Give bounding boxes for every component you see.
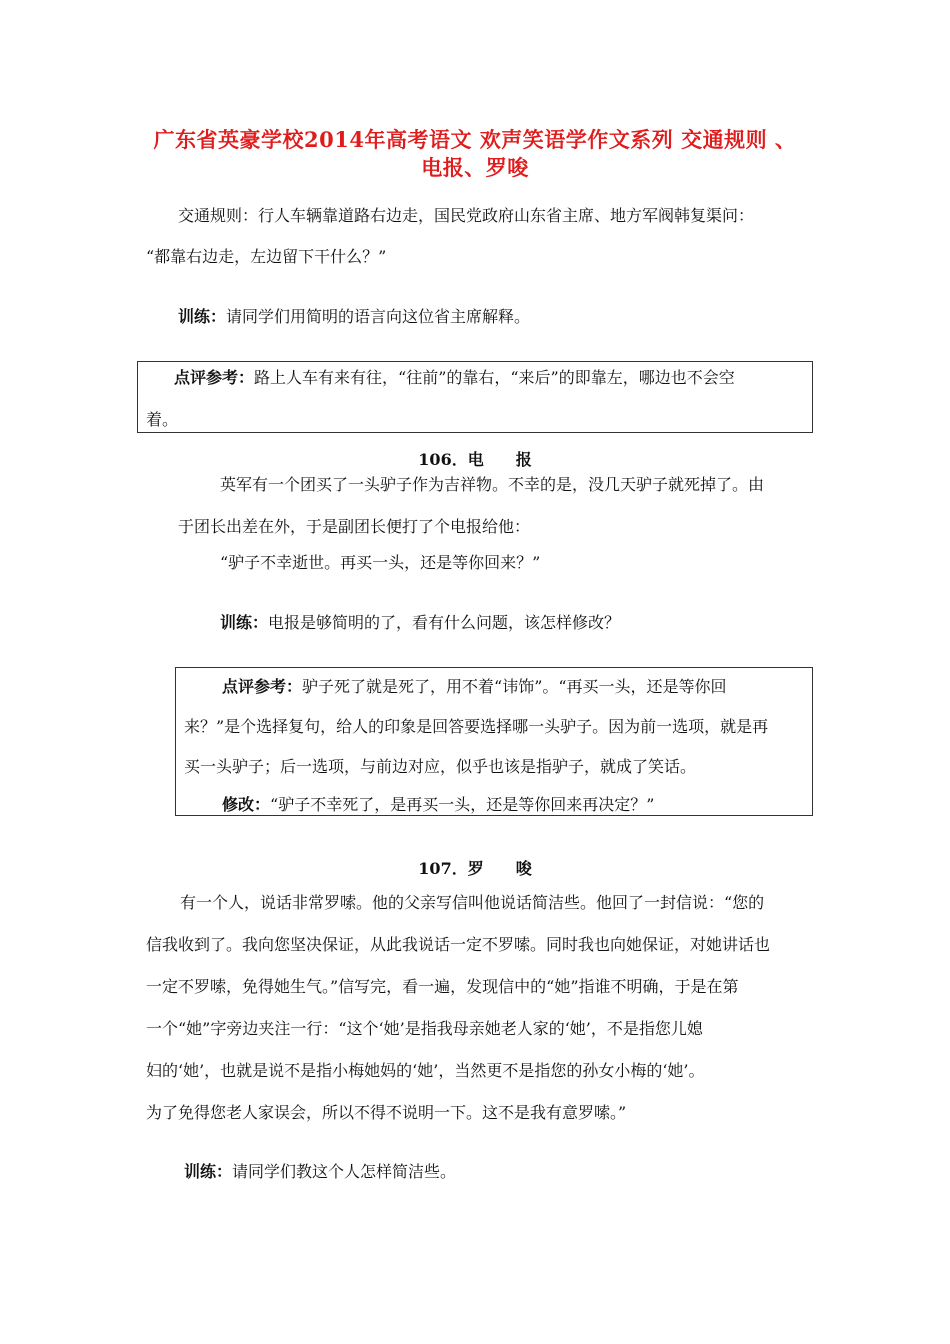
document-title-line-2: 电报、罗唆 — [421, 155, 529, 180]
telegram-heading: 106．电 报 — [418, 450, 532, 469]
fix-text: “驴子不幸死了，是再买一头，还是等你回来再决定？” — [270, 795, 655, 814]
verbosity-line-1: 有一个人，说话非常罗嗦。他的父亲写信叫他说话简洁些。他回了一封信说：“您的 — [180, 893, 765, 912]
reference-text: 路上人车有来有往，“往前”的靠右，“来后”的即靠左，哪边也不会空 — [254, 368, 735, 387]
traffic-intro-line-1: 交通规则：行人车辆靠道路右边走，国民党政府山东省主席、地方军阀韩复渠问： — [178, 206, 755, 225]
telegram-training — [220, 610, 620, 633]
verbosity-line-3: 一定不罗嗦，免得她生气。”信写完，看一遍，发现信中的“她”指谁不明确，于是在第 — [146, 977, 739, 996]
training-label: 训练： — [184, 1162, 233, 1181]
document-title-line-1: 广东省英豪学校2014年高考语文 欢声笑语学作文系列 交通规则 、 — [153, 127, 797, 152]
telegram-fix-line — [222, 792, 654, 815]
traffic-reference-box — [137, 361, 813, 433]
verbosity-line-2: 信我收到了。我向您坚决保证，从此我说话一定不罗嗦。同时我也向她保证，对她讲话也 — [146, 935, 771, 954]
verbosity-line-6: 为了免得您老人家误会，所以不得不说明一下。这不是我有意罗嗦。” — [146, 1103, 627, 1122]
traffic-training — [178, 304, 530, 327]
telegram-reference-box — [175, 667, 813, 816]
reference-label: 点评参考： — [174, 368, 255, 387]
traffic-reference-line-1 — [174, 365, 735, 388]
telegram-para-line-1: 英军有一个团买了一头驴子作为吉祥物。不幸的是，没几天驴子就死掉了。由 — [220, 475, 765, 494]
telegram-quote: “驴子不幸逝世。再买一头，还是等你回来？” — [220, 553, 541, 572]
training-text: 电报是够简明的了，看有什么问题，该怎样修改？ — [268, 613, 621, 632]
training-text: 请同学们教这个人怎样简洁些。 — [232, 1162, 457, 1181]
training-label: 训练： — [178, 307, 227, 326]
telegram-para-line-2: 于团长出差在外，于是副团长便打了个电报给他： — [178, 517, 531, 536]
reference-text: 驴子死了就是死了，用不着“讳饰”。“再买一头，还是等你回 — [302, 677, 727, 696]
verbosity-line-5: 妇的‘她’，也就是说不是指小梅她妈的‘她’，当然更不是指您的孙女小梅的‘她’。 — [146, 1061, 705, 1080]
verbosity-heading: 107．罗 唆 — [418, 859, 532, 878]
reference-label: 点评参考： — [222, 677, 303, 696]
telegram-reference-line-2: 来？”是个选择复句，给人的印象是回答要选择哪一头驴子。因为前一选项，就是再 — [184, 717, 769, 736]
telegram-reference-line-1 — [222, 674, 727, 697]
traffic-intro-line-2: “都靠右边走，左边留下干什么？” — [146, 247, 387, 266]
telegram-reference-line-3: 买一头驴子；后一选项，与前边对应，似乎也该是指驴子，就成了笑话。 — [184, 757, 697, 776]
training-text: 请同学们用简明的语言向这位省主席解释。 — [226, 307, 531, 326]
training-label: 训练： — [220, 613, 269, 632]
verbosity-training — [184, 1159, 456, 1182]
traffic-reference-line-2: 着。 — [146, 410, 179, 429]
verbosity-line-4: 一个“她”字旁边夹注一行：“这个‘她’是指我母亲她老人家的‘她’，不是指您儿媳 — [146, 1019, 703, 1038]
fix-label: 修改： — [222, 795, 271, 814]
